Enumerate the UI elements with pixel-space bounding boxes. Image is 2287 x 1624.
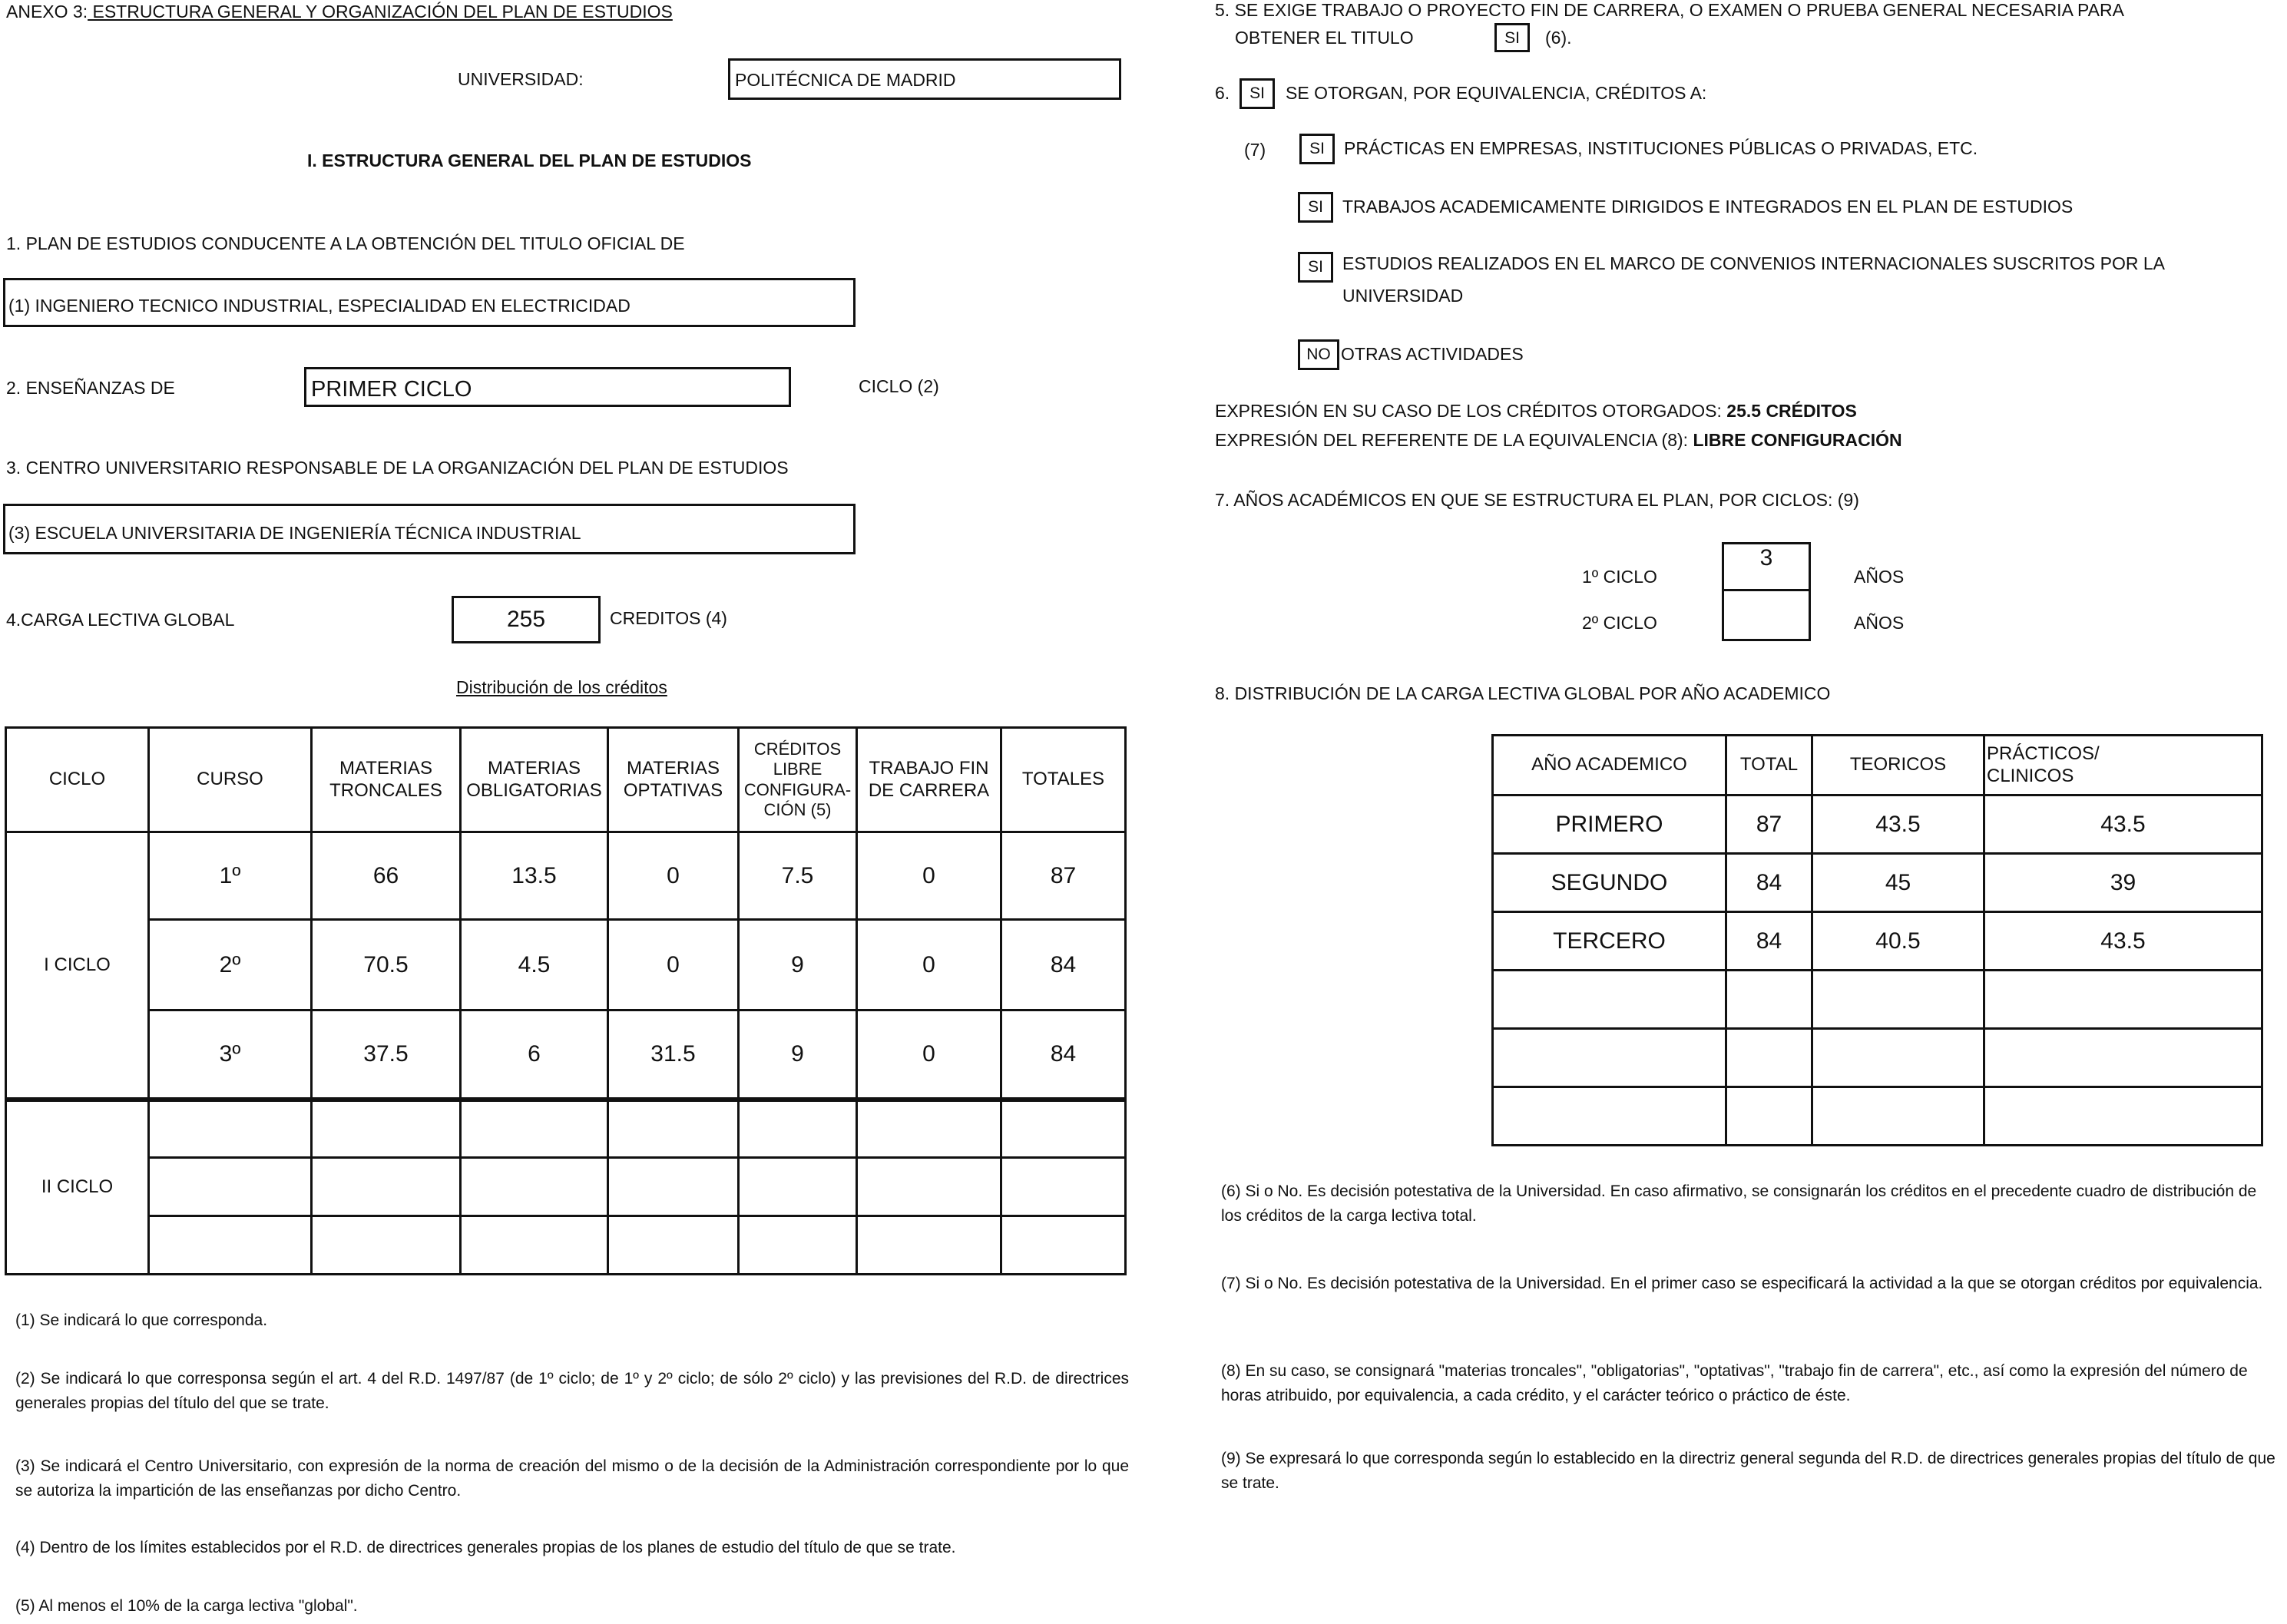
table-cell: 84 — [1726, 854, 1812, 912]
table-row — [1493, 1029, 2262, 1087]
table-cell: 9 — [739, 1010, 857, 1100]
distribution-title: Distribución de los créditos — [456, 677, 667, 697]
expr2-label: EXPRESIÓN DEL REFERENTE DE LA EQUIVALENCIA (8): — [1215, 430, 1693, 450]
item2-suffix: CICLO (2) — [859, 376, 939, 396]
option4-answer-box: NO — [1298, 339, 1339, 370]
cycle2-years-label: 2º CICLO — [1582, 613, 1657, 633]
annual-load-table — [1491, 734, 2263, 1146]
cycle1-years-value: 3 — [1759, 545, 1773, 571]
header-totales: TOTALES — [1001, 728, 1126, 832]
option1-text: PRÁCTICAS EN EMPRESAS, INSTITUCIONES PÚBLICAS O PRIVADAS, ETC. — [1344, 138, 1978, 158]
table-cell: 66 — [312, 832, 461, 920]
table-cell: 7.5 — [739, 832, 857, 920]
header-trabajo-fin: TRABAJO FIN DE CARRERA — [857, 728, 1001, 832]
table-cell: 3º — [149, 1010, 312, 1100]
note-1: (1) Se indicará lo que corresponda. — [15, 1311, 268, 1329]
centro-box — [3, 504, 856, 554]
table-cell: 0 — [857, 832, 1001, 920]
table-cell: 40.5 — [1812, 912, 1984, 971]
table-row — [6, 1010, 1126, 1100]
carga-box — [452, 596, 601, 643]
note-3: (3) Se indicará el Centro Universitario, con expresión de la norma de creación del mismo o de la decisión de la Administración correspondiente por lo que se autoriza la impartición de las enseñanzas por dicho Centro. — [15, 1457, 1129, 1500]
table-cell: 31.5 — [608, 1010, 739, 1100]
table-cell: 9 — [739, 920, 857, 1010]
table-cell: 0 — [608, 832, 739, 920]
note-6: (6) Si o No. Es decisión potestativa de la Universidad. En caso afirmativo, se consignarán los créditos en el precedente cuadro de distribución de los créditos de la carga lectiva total. — [1221, 1182, 2257, 1225]
header-libre-configuracion: CRÉDITOS LIBRE CONFIGURA- CIÓN (5) — [739, 728, 857, 832]
cycle1-years-box — [1722, 542, 1811, 591]
ensenanzas-value: PRIMER CICLO — [311, 377, 472, 402]
table-cell: SEGUNDO — [1493, 854, 1726, 912]
item6-answer-box: SI — [1239, 78, 1275, 109]
universidad-label: UNIVERSIDAD: — [458, 69, 584, 89]
cycle1-label: I CICLO — [6, 832, 149, 1100]
item5-line2: OBTENER EL TITULO — [1235, 28, 1414, 48]
item5-line1: 5. SE EXIGE TRABAJO O PROYECTO FIN DE CARRERA, O EXAMEN O PRUEBA GENERAL NECESARIA PARA — [1215, 0, 2124, 20]
item1-label: 1. PLAN DE ESTUDIOS CONDUCENTE A LA OBTENCIÓN DEL TITULO OFICIAL DE — [6, 233, 685, 253]
table-cell: 39 — [1984, 854, 2262, 912]
table-cell: 87 — [1001, 832, 1126, 920]
cycle2-years-box — [1722, 589, 1811, 641]
header-teoricos: TEORICOS — [1812, 736, 1984, 795]
option4-text: OTRAS ACTIVIDADES — [1341, 344, 1524, 364]
header-obligatorias: MATERIAS OBLIGATORIAS — [461, 728, 608, 832]
header-troncales: MATERIAS TRONCALES — [312, 728, 461, 832]
table-cell: 43.5 — [1812, 795, 1984, 854]
option2-answer-box: SI — [1298, 192, 1333, 223]
table-row — [1493, 912, 2262, 971]
cycle2-years-unit: AÑOS — [1854, 613, 1905, 633]
expr2-value: LIBRE CONFIGURACIÓN — [1693, 430, 1902, 450]
table-cell: 13.5 — [461, 832, 608, 920]
table-cell: 4.5 — [461, 920, 608, 1010]
section-title: I. ESTRUCTURA GENERAL DEL PLAN DE ESTUDIOS — [307, 150, 752, 170]
note-5: (5) Al menos el 10% de la carga lectiva "global". — [15, 1597, 358, 1615]
header-ano-academico: AÑO ACADEMICO — [1493, 736, 1726, 795]
table-cell: 84 — [1726, 912, 1812, 971]
option2-text: TRABAJOS ACADEMICAMENTE DIRIGIDOS E INTEGRADOS EN EL PLAN DE ESTUDIOS — [1342, 197, 2074, 217]
header-ciclo: CICLO — [6, 728, 149, 832]
table-cell: 87 — [1726, 795, 1812, 854]
table-row — [1493, 1087, 2262, 1146]
table-cell: 84 — [1001, 920, 1126, 1010]
item6-prefix: 6. — [1215, 83, 1230, 103]
header-total: TOTAL — [1726, 736, 1812, 795]
item3-label: 3. CENTRO UNIVERSITARIO RESPONSABLE DE LA ORGANIZACIÓN DEL PLAN DE ESTUDIOS — [6, 458, 789, 478]
table-row — [1493, 854, 2262, 912]
note-2: (2) Se indicará lo que corresponsa según el art. 4 del R.D. 1497/87 (de 1º ciclo; de 1º y 2º ciclo; de sólo 2º ciclo) y las previsiones del R.D. de directrices generales propias del título del que se trate. — [15, 1370, 1129, 1412]
annex-heading — [6, 3, 673, 21]
table-cell: TERCERO — [1493, 912, 1726, 971]
cycle1-years-label: 1º CICLO — [1582, 567, 1657, 587]
item4-label: 4.CARGA LECTIVA GLOBAL — [6, 610, 235, 630]
item5-answer-box: SI — [1494, 23, 1530, 52]
universidad-box — [728, 58, 1121, 100]
expr1-label: EXPRESIÓN EN SU CASO DE LOS CRÉDITOS OTORGADOS: — [1215, 401, 1727, 421]
item4-suffix: CREDITOS (4) — [610, 608, 727, 628]
item5-ref: (6). — [1545, 28, 1572, 48]
table-row — [6, 1158, 1126, 1216]
table-cell: 45 — [1812, 854, 1984, 912]
item8-label: 8. DISTRIBUCIÓN DE LA CARGA LECTIVA GLOBAL POR AÑO ACADEMICO — [1215, 683, 1831, 703]
item6-ref: (7) — [1244, 140, 1266, 160]
cycle2-label: II CICLO — [6, 1100, 149, 1275]
titulo-box — [3, 278, 856, 327]
item6-label: SE OTORGAN, POR EQUIVALENCIA, CRÉDITOS A: — [1286, 83, 1707, 103]
table-cell: 2º — [149, 920, 312, 1010]
header-optativas: MATERIAS OPTATIVAS — [608, 728, 739, 832]
distribution-table — [5, 726, 1127, 1275]
option3-answer-box: SI — [1298, 252, 1333, 283]
table-row — [6, 832, 1126, 920]
table-cell: PRIMERO — [1493, 795, 1726, 854]
table-row — [1493, 971, 2262, 1029]
table-row — [6, 1216, 1126, 1275]
header-curso: CURSO — [149, 728, 312, 832]
item2-label: 2. ENSEÑANZAS DE — [6, 378, 175, 398]
note-8: (8) En su caso, se consignará "materias troncales", "obligatorias", "optativas", "trabajo fin de carrera", etc., así como la expresión del número de horas atribuido, por equivalencia, a cada crédito, y el carácter teórico o práctico de éste. — [1221, 1362, 2248, 1404]
table-cell: 37.5 — [312, 1010, 461, 1100]
table-cell: 1º — [149, 832, 312, 920]
note-7: (7) Si o No. Es decisión potestativa de la Universidad. En el primer caso se especificará la actividad a la que se otorgan créditos por equivalencia. — [1221, 1275, 2263, 1292]
expr2 — [1215, 432, 1902, 449]
table-cell: 70.5 — [312, 920, 461, 1010]
option3-text-line2: UNIVERSIDAD — [1342, 286, 1464, 306]
ensenanzas-box — [304, 367, 791, 407]
table-cell: 0 — [857, 920, 1001, 1010]
annex-title: ESTRUCTURA GENERAL Y ORGANIZACIÓN DEL PLAN DE ESTUDIOS — [88, 2, 673, 21]
table-cell: 0 — [608, 920, 739, 1010]
expr1 — [1215, 402, 1857, 420]
table-row — [6, 920, 1126, 1010]
cycle1-years-unit: AÑOS — [1854, 567, 1905, 587]
table-cell: 43.5 — [1984, 912, 2262, 971]
universidad-value: POLITÉCNICA DE MADRID — [735, 70, 956, 90]
table-row — [1493, 795, 2262, 854]
distribution-header-row — [6, 728, 1126, 832]
header-practicos: PRÁCTICOS/ CLINICOS — [1984, 736, 2262, 795]
table-cell: 84 — [1001, 1010, 1126, 1100]
table-cell: 6 — [461, 1010, 608, 1100]
option1-answer-box: SI — [1299, 134, 1335, 164]
annex-prefix: ANEXO 3: — [6, 2, 88, 21]
carga-value: 255 — [506, 607, 546, 632]
table-row — [6, 1100, 1126, 1158]
note-9: (9) Se expresará lo que corresponda según lo establecido en la directriz general segunda del R.D. de directrices generales propias del título de que se trate. — [1221, 1450, 2275, 1492]
titulo-value: (1) INGENIERO TECNICO INDUSTRIAL, ESPECIALIDAD EN ELECTRICIDAD — [8, 296, 630, 316]
table-cell: 0 — [857, 1010, 1001, 1100]
expr1-value: 25.5 CRÉDITOS — [1726, 401, 1857, 421]
note-4: (4) Dentro de los límites establecidos por el R.D. de directrices generales propias de los planes de estudio del título de que se trate. — [15, 1539, 956, 1556]
item7-label: 7. AÑOS ACADÉMICOS EN QUE SE ESTRUCTURA EL PLAN, POR CICLOS: (9) — [1215, 490, 1859, 510]
option3-text: ESTUDIOS REALIZADOS EN EL MARCO DE CONVENIOS INTERNACIONALES SUSCRITOS POR LA — [1342, 253, 2165, 273]
annual-header-row — [1493, 736, 2262, 795]
table-cell: 43.5 — [1984, 795, 2262, 854]
centro-value: (3) ESCUELA UNIVERSITARIA DE INGENIERÍA TÉCNICA INDUSTRIAL — [8, 523, 581, 543]
